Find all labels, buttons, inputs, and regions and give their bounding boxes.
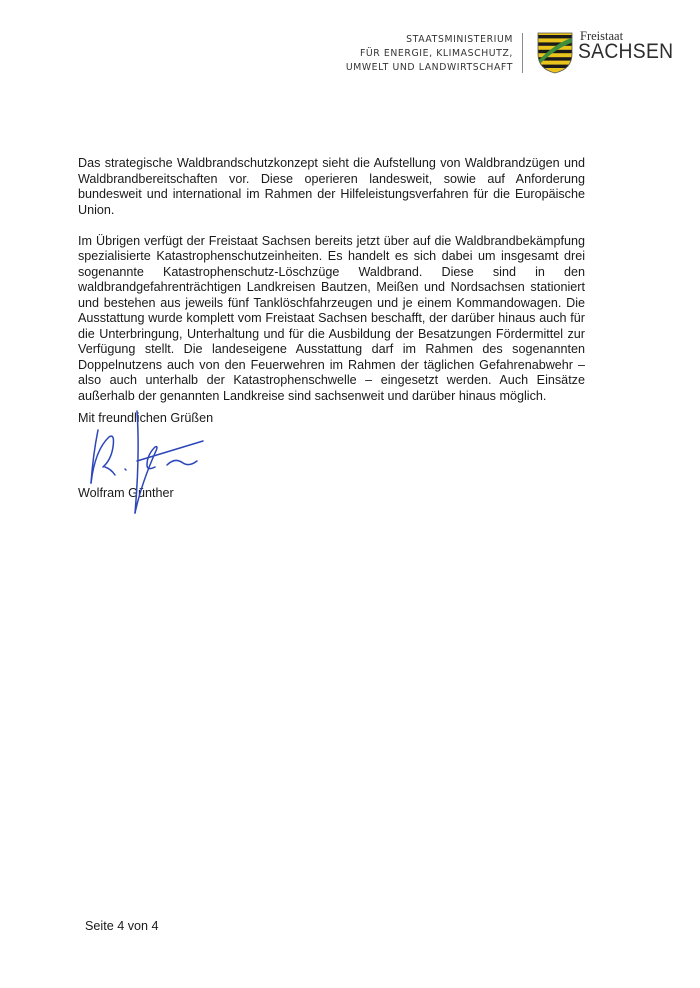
- ministry-line-1: STAATSMINISTERIUM: [406, 34, 513, 45]
- paragraph-2: Im Übrigen verfügt der Freistaat Sachsen bereits jetzt über auf die Waldbrandbekämpfung spezialisierte Katastrophenschutzeinheiten. Es handelt es sich dabei um insgesamt drei sogenannte Katastrophenschutz-Löschzüge Waldbrand. Diese sind in den waldbrandgefahrenträchtigen Landkreisen Bautzen, Meißen und Nordsachsen stationiert und bestehen aus jeweils fünf Tanklöschfahrzeugen und je einem Kommandowagen. Die Ausstattung wurde komplett vom Freistaat Sachsen beschafft, der darüber hinaus auch für die Unterbringung, Unterhaltung und für die Ausbildung der Besatzungen Fördermittel zur Verfügung stellt. Die landeseigene Ausstattung darf im Rahmen des sogenannten Doppelnutzens auch von den Feuerwehren im Rahmen der täglichen Gefahrenabwehr – also auch unterhalb der Katastrophenschwelle – eingesetzt werden. Auch Einsätze außerhalb der genannten Landkreise sind sachsenweit und darüber hinaus möglich.: [78, 233, 585, 403]
- logo-freistaat: Freistaat: [580, 29, 624, 43]
- handwritten-signature: [85, 405, 215, 520]
- signer-name: Wolfram Günther: [78, 486, 174, 500]
- ministry-line-3: UMWELT UND LANDWIRTSCHAFT: [345, 62, 513, 73]
- closing-greeting: Mit freundlichen Grüßen: [78, 411, 214, 425]
- paragraph-1: Das strategische Waldbrandschutzkonzept sieht die Aufstellung von Waldbrandzügen und Waldbrandbereitschaften vor. Diese operieren landesweit, sowie auf Anforderung bundesweit und international im Rahmen der Hilfeleistungsverfahren für die Europäische Union.: [78, 156, 585, 217]
- coat-of-arms-icon: [537, 32, 573, 74]
- ministry-line-2: FÜR ENERGIE, KLIMASCHUTZ,: [359, 48, 513, 59]
- logo-sachsen: SACHSEN: [578, 40, 674, 63]
- ministry-name: [213, 33, 513, 75]
- header-divider: [522, 33, 523, 73]
- letter-body: [78, 156, 585, 420]
- page-number: Seite 4 von 4: [85, 919, 159, 933]
